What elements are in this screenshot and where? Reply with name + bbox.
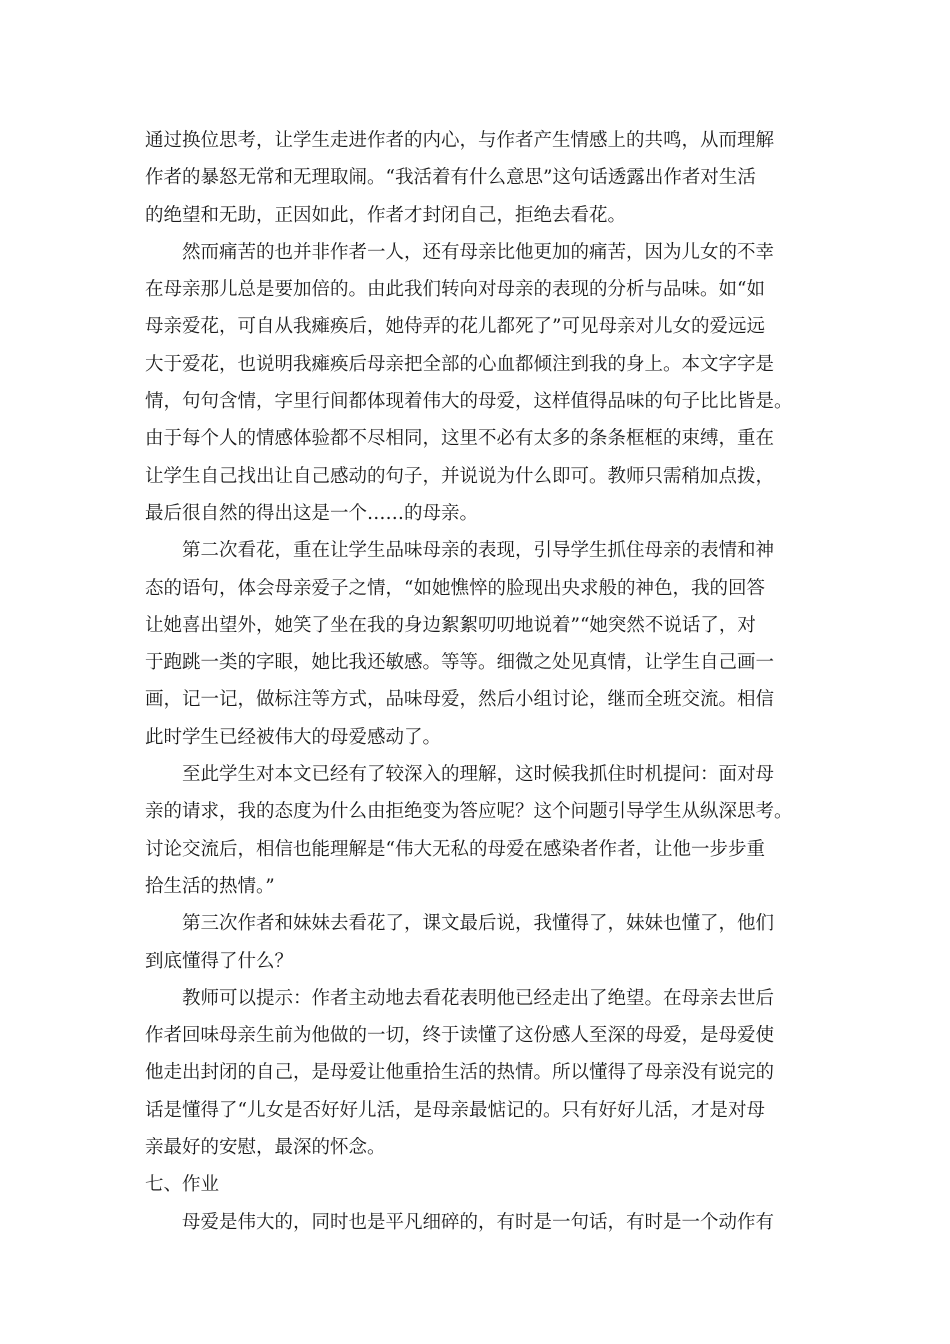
paragraph-start-line: 至此学生对本文已经有了较深入的理解，这时候我抓住时机提问：面对母 [182, 764, 775, 786]
text-line: 由于每个人的情感体验都不尽相同，这里不必有太多的条条框框的束缚，重在 [145, 428, 775, 450]
text-line: 讨论交流后，相信也能理解是“伟大无私的母爱在感染者作者，让他一步步重 [145, 838, 765, 860]
text-line: 让她喜出望外，她笑了坐在我的身边絮絮叨叨地说着”“她突然不说话了，对 [145, 614, 756, 636]
text-line: 的绝望和无助，正因如此，作者才封闭自己，拒绝去看花。 [145, 204, 627, 226]
text-line: 态的语句，体会母亲爱子之情，“如她憔悴的脸现出央求般的神色，我的回答 [145, 577, 765, 599]
text-line: 话是懂得了“儿女是否好好儿活，是母亲最惦记的。只有好好儿活，才是对母 [145, 1099, 765, 1121]
paragraph-start-line: 第三次作者和妹妹去看花了，课文最后说，我懂得了，妹妹也懂了，他们 [182, 913, 775, 935]
text-line: 拾生活的热情。” [145, 875, 275, 897]
paragraph-start-line: 教师可以提示：作者主动地去看花表明他已经走出了绝望。在母亲去世后 [182, 987, 775, 1009]
text-line: 亲的请求，我的态度为什么由拒绝变为答应呢？这个问题引导学生从纵深思考。 [145, 801, 793, 823]
text-line: 母亲爱花，可自从我瘫痪后，她侍弄的花儿都死了”可见母亲对儿女的爱远远 [145, 316, 765, 338]
text-line: 在母亲那儿总是要加倍的。由此我们转向对母亲的表现的分析与品味。如“如 [145, 279, 765, 301]
text-line: 此时学生已经被伟大的母爱感动了。 [145, 726, 442, 748]
text-line: 于跑跳一类的字眼，她比我还敏感。等等。细微之处见真情，让学生自己画一 [145, 652, 775, 674]
text-line: 他走出封闭的自己，是母爱让他重拾生活的热情。所以懂得了母亲没有说完的 [145, 1062, 775, 1084]
text-line: 通过换位思考，让学生走进作者的内心，与作者产生情感上的共鸣，从而理解 [145, 130, 775, 151]
paragraph-start-line: 母爱是伟大的，同时也是平凡细碎的，有时是一句话，有时是一个动作有 [182, 1211, 775, 1233]
text-line: 让学生自己找出让自己感动的句子，并说说为什么即可。教师只需稍加点拨， [145, 465, 775, 487]
paragraph-start-line: 然而痛苦的也并非作者一人，还有母亲比他更加的痛苦，因为儿女的不幸 [182, 241, 775, 263]
text-line: 亲最好的安慰，最深的怀念。 [145, 1137, 386, 1159]
body-text [145, 122, 810, 1241]
text-line: 最后很自然的得出这是一个……的母亲。 [145, 502, 479, 524]
text-line: 到底懂得了什么？ [145, 950, 294, 972]
text-line: 作者回味母亲生前为他做的一切，终于读懂了这份感人至深的母爱，是母爱使 [145, 1025, 775, 1047]
text-line: 情，句句含情，字里行间都体现着伟大的母爱，这样值得品味的句子比比皆是。 [145, 391, 793, 413]
paragraph-start-line: 第二次看花，重在让学生品味母亲的表现，引导学生抓住母亲的表情和神 [182, 540, 775, 562]
section-heading: 七、作业 [145, 1174, 220, 1196]
text-line: 大于爱花，也说明我瘫痪后母亲把全部的心血都倾注到我的身上。本文字字是 [145, 353, 775, 375]
text-line: 画，记一记，做标注等方式，品味母爱，然后小组讨论，继而全班交流。相信 [145, 689, 775, 711]
text-line: 作者的暴怒无常和无理取闹。“我活着有什么意思”这句话透露出作者对生活 [145, 167, 756, 189]
